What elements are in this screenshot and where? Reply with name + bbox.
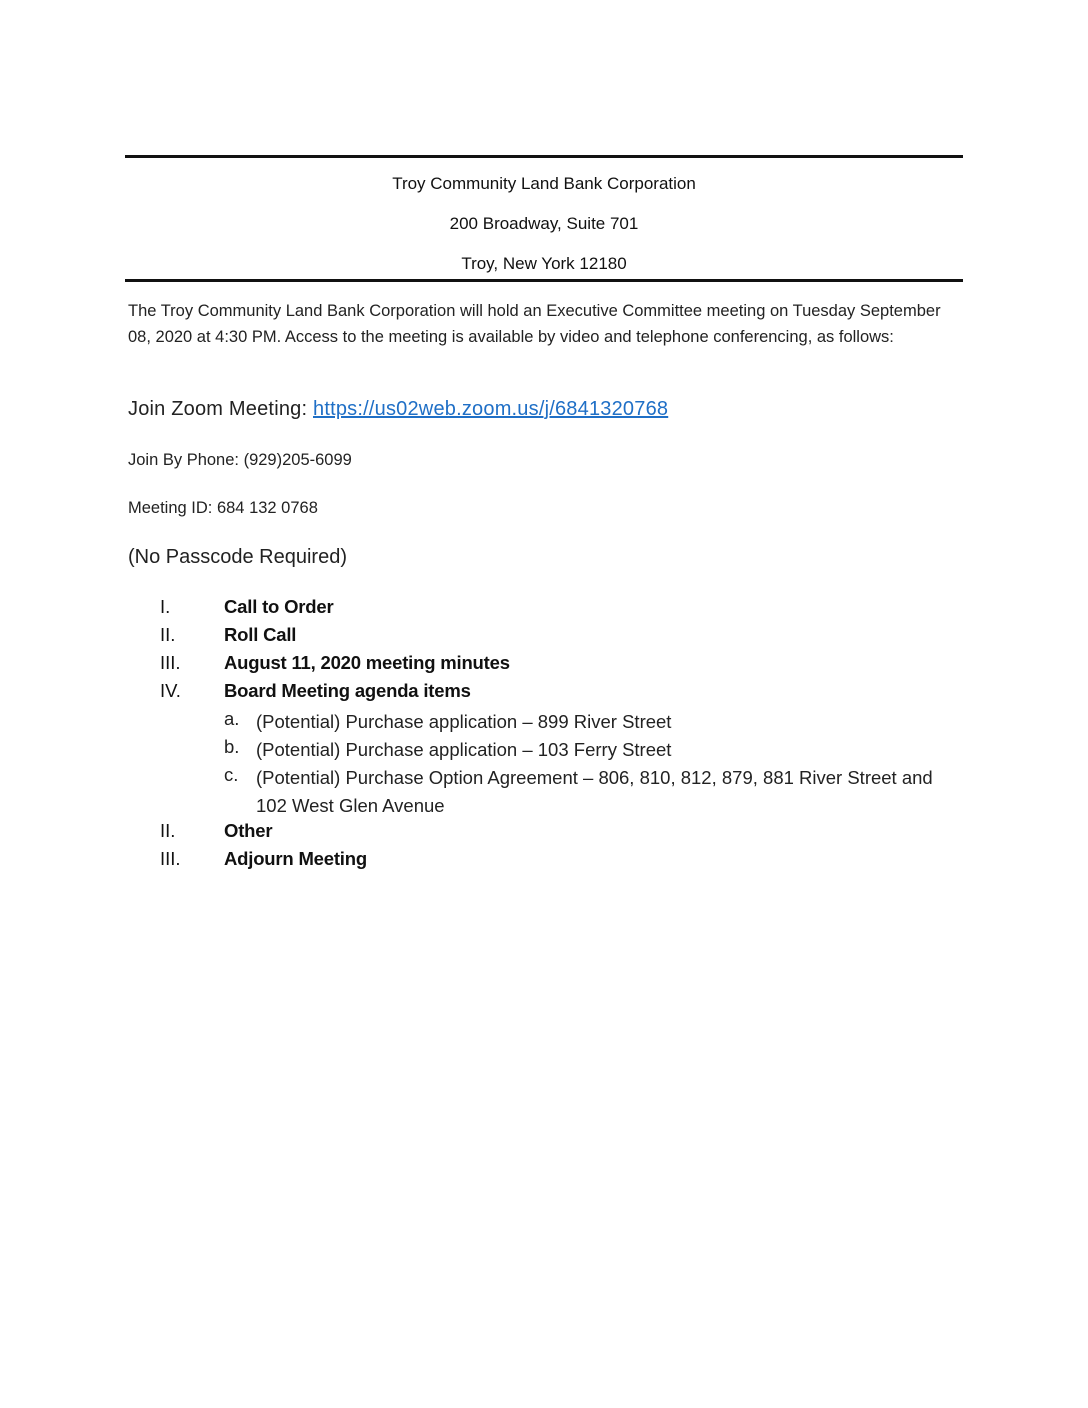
header-top-rule [125,155,963,158]
agenda-item-number: II. [160,624,176,645]
agenda-item-number: III. [160,652,181,673]
agenda-subitem-letter: b. [224,736,240,757]
zoom-label: Join Zoom Meeting: [128,398,313,420]
agenda-item-label: Other [224,820,273,841]
agenda-item-number: IV. [160,680,181,701]
agenda-item-label: Roll Call [224,624,297,645]
org-name: Troy Community Land Bank Corporation [392,174,696,193]
agenda-subitem-letter: c. [224,764,239,785]
agenda-item-number: II. [160,820,176,841]
zoom-line [128,398,668,421]
agenda-subitem-label: (Potential) Purchase application – 103 Ferry Street [256,739,672,760]
meeting-id-line: Meeting ID: 684 132 0768 [128,499,318,517]
agenda-subitem-label: (Potential) Purchase Option Agreement – 806, 810, 812, 879, 881 River Street and 102 West Glen Avenue [256,767,933,816]
intro-paragraph: The Troy Community Land Bank Corporation will hold an Executive Committee meeting on Tuesday September 08, 2020 at 4:30 PM. Access to the meeting is available by video and telephone conferencing, as follows: [128,302,941,346]
header-bottom-rule [125,279,963,282]
agenda-item-number: I. [160,596,171,617]
agenda-item-label: Board Meeting agenda items [224,680,471,701]
address-line-2: Troy, New York 12180 [461,254,627,273]
address-line-1: 200 Broadway, Suite 701 [449,214,639,233]
passcode-line: (No Passcode Required) [128,546,347,568]
agenda-item-number: III. [160,848,181,869]
zoom-meeting-link[interactable]: https://us02web.zoom.us/j/6841320768 [313,398,669,420]
agenda-subitem-letter: a. [224,708,240,729]
agenda-item-label: Call to Order [224,596,334,617]
agenda-item-label: August 11, 2020 meeting minutes [224,652,510,673]
agenda-item-label: Adjourn Meeting [224,848,367,869]
phone-line: Join By Phone: (929)205-6099 [128,451,352,469]
agenda-subitem-label: (Potential) Purchase application – 899 River Street [256,711,672,732]
